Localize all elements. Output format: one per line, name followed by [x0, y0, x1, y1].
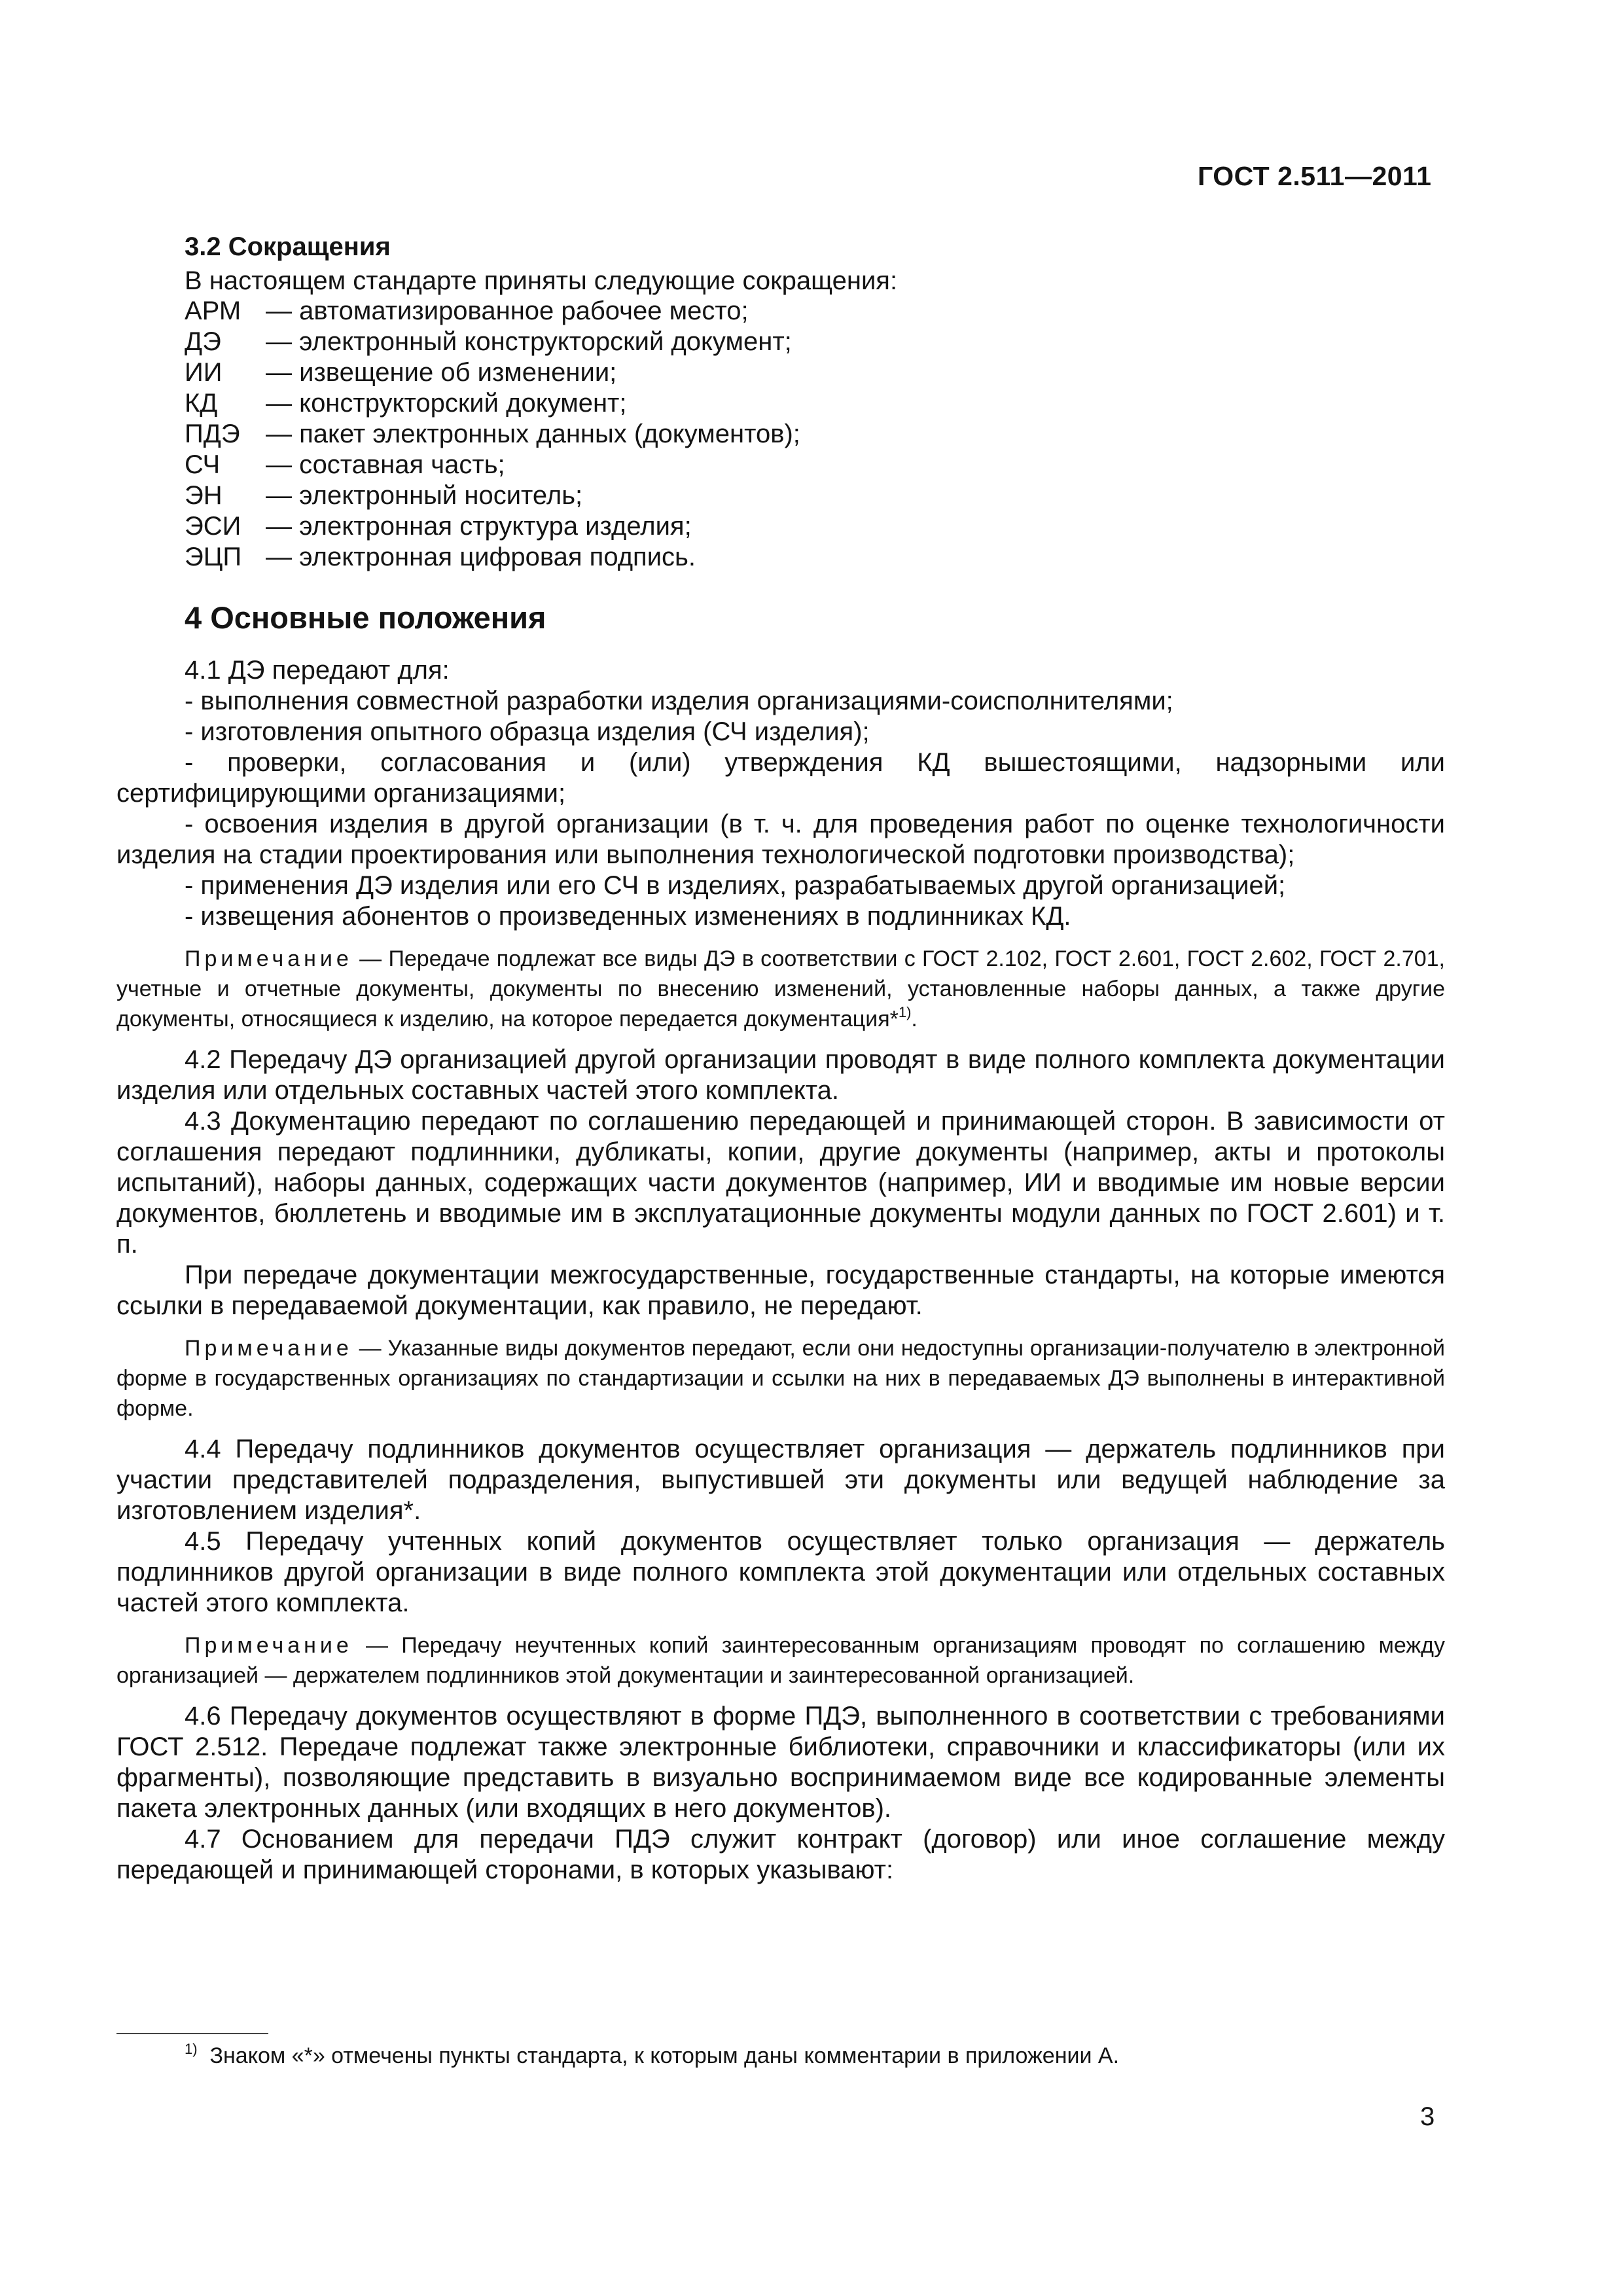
note-text: — Передачу неучтенных копий заинтересованным организациям проводят по соглашению между организацией — держателем подлинников этой документации и заинтересованной организацией. [116, 1633, 1446, 1688]
abbreviation-definition: — электронная структура изделия; [266, 512, 692, 541]
paragraph-4-2: 4.2 Передачу ДЭ организацией другой организации проводят в виде полного комплекта документации изделия или отдельных составных частей этого комплекта. [116, 1045, 1445, 1105]
list-item: - освоения изделия в другой организации (в т. ч. для проведения работ по оценке технологичности изделия на стадии проектирования или выполнения технологической подготовки производства); [116, 810, 1445, 869]
abbreviation-term: ЭСИ [185, 512, 241, 541]
abbreviation-row [185, 296, 800, 327]
abbreviations-intro: В настоящем стандарте приняты следующие сокращения: [185, 266, 898, 295]
abbreviation-term: КД [185, 389, 218, 418]
page-body [116, 228, 1445, 1886]
abbreviation-row [185, 542, 800, 573]
abbreviation-definition: — составная часть; [266, 450, 505, 479]
paragraph-4-1: 4.1 ДЭ передают для: [185, 656, 450, 685]
note-2 [116, 1333, 1445, 1424]
abbreviation-definition: — электронный носитель; [266, 481, 583, 510]
abbreviation-definition: — автоматизированное рабочее место; [266, 296, 749, 325]
page-number: 3 [1420, 2102, 1435, 2131]
paragraph-4-3-continued: При передаче документации межгосударственные, государственные стандарты, на которые имеются ссылки в передаваемой документации, как правило, не передают. [116, 1261, 1445, 1320]
section-4-title: 4 Основные положения [185, 600, 546, 635]
abbreviation-definition: — извещение об изменении; [266, 358, 617, 387]
paragraph-4-4: 4.4 Передачу подлинников документов осуществляет организация — держатель подлинников при участии представителей подразделения, выпустившей эти документы или ведущей наблюдение за изготовлением изделия*. [116, 1435, 1445, 1525]
note-label: Примечание [185, 946, 353, 971]
note-3 [116, 1630, 1445, 1691]
paragraph-4-7: 4.7 Основанием для передачи ПДЭ служит контракт (договор) или иное соглашение между передающей и принимающей сторонами, в которых указывают: [116, 1825, 1445, 1884]
note-label: Примечание [185, 1633, 353, 1658]
list-item: - изготовления опытного образца изделия (СЧ изделия); [185, 717, 870, 746]
footnote-reference: 1) [898, 1004, 912, 1020]
abbreviation-term: ИИ [185, 358, 223, 387]
footnote-text: Знаком «*» отмечены пункты стандарта, к которым даны комментарии в приложении А. [209, 2043, 1120, 2068]
note-text: — Указанные виды документов передают, если они недоступны организации-получателю в электронной форме в государственных организациях по стандартизации и ссылки на них в передаваемых ДЭ выполнены в интерактивной форме. [116, 1336, 1445, 1421]
document-code: ГОСТ 2.511—2011 [1198, 161, 1432, 191]
abbreviation-definition: — электронный конструкторский документ; [266, 327, 792, 356]
abbreviation-term: СЧ [185, 450, 221, 479]
list-item: - выполнения совместной разработки изделия организациями-соисполнителями; [185, 687, 1173, 715]
paragraph-4-6: 4.6 Передачу документов осуществляют в форме ПДЭ, выполненного в соответствии с требованиями ГОСТ 2.512. Передаче подлежат также электронные библиотеки, справочники и классификаторы (или их фрагменты), позволяющие представить в визуально воспринимаемом виде все кодированные элементы пакета электронных данных (или входящих в него документов). [116, 1702, 1445, 1823]
footnote [185, 2041, 1119, 2071]
abbreviation-row [185, 450, 800, 480]
note-label: Примечание [185, 1336, 353, 1361]
abbreviation-definition: — конструкторский документ; [266, 389, 627, 418]
note-1: Примечание — Передаче подлежат все виды ДЭ в соответствии с ГОСТ 2.102, ГОСТ 2.601, ГОСТ 2.602, ГОСТ 2.701, учетные и отчетные документы, документы по внесению изменений, установленные наборы данных, а также другие документы, относящиеся к изделию, на которое передается документация*$^{1)}$. [116, 946, 1445, 1031]
abbreviation-term: ЭН [185, 481, 223, 510]
abbreviation-row [185, 388, 800, 419]
footnote-divider [116, 2033, 268, 2034]
abbreviation-row [185, 480, 800, 511]
list-item: - извещения абонентов о произведенных изменениях в подлинниках КД. [185, 902, 1071, 931]
abbreviation-term: ПДЭ [185, 420, 240, 448]
section-3-2-title: 3.2 Сокращения [185, 232, 391, 261]
abbreviation-row [185, 357, 800, 388]
abbreviations-list [185, 296, 800, 573]
paragraph-4-5: 4.5 Передачу учтенных копий документов осуществляет только организация — держатель подлинников другой организации в виде полного комплекта этой документации или отдельных составных частей этого комплекта. [116, 1527, 1445, 1617]
footnote-marker: 1) [185, 2041, 198, 2057]
abbreviation-row [185, 419, 800, 450]
abbreviation-row [185, 327, 800, 357]
paragraph-4-3: 4.3 Документацию передают по соглашению передающей и принимающей сторон. В зависимости от соглашения передают подлинники, дубликаты, копии, другие документы (например, акты и протоколы испытаний), наборы данных, содержащих части документов (например, ИИ и вводимые им новые версии документов, бюллетень и вводимые им в эксплуатационные документы модули данных по ГОСТ 2.601) и т. п. [116, 1107, 1445, 1259]
abbreviation-term: АРМ [185, 296, 241, 325]
list-item: - применения ДЭ изделия или его СЧ в изделиях, разрабатываемых другой организацией; [185, 871, 1286, 900]
abbreviation-definition: — пакет электронных данных (документов); [266, 420, 800, 448]
abbreviation-definition: — электронная цифровая подпись. [266, 543, 696, 571]
abbreviation-term: ДЭ [185, 327, 221, 356]
note-text: — Передаче подлежат все виды ДЭ в соответствии с ГОСТ 2.102, ГОСТ 2.601, ГОСТ 2.602, ГОСТ 2.701, учетные и отчетные документы, документы по внесению изменений, установленные наборы данных, а также другие документы, относящиеся к изделию, на которое передается документация* [116, 946, 1445, 1031]
abbreviation-row [185, 511, 800, 542]
list-item: - проверки, согласования и (или) утверждения КД вышестоящими, надзорными или сертифицирующими организациями; [116, 748, 1445, 808]
abbreviation-term: ЭЦП [185, 543, 242, 571]
